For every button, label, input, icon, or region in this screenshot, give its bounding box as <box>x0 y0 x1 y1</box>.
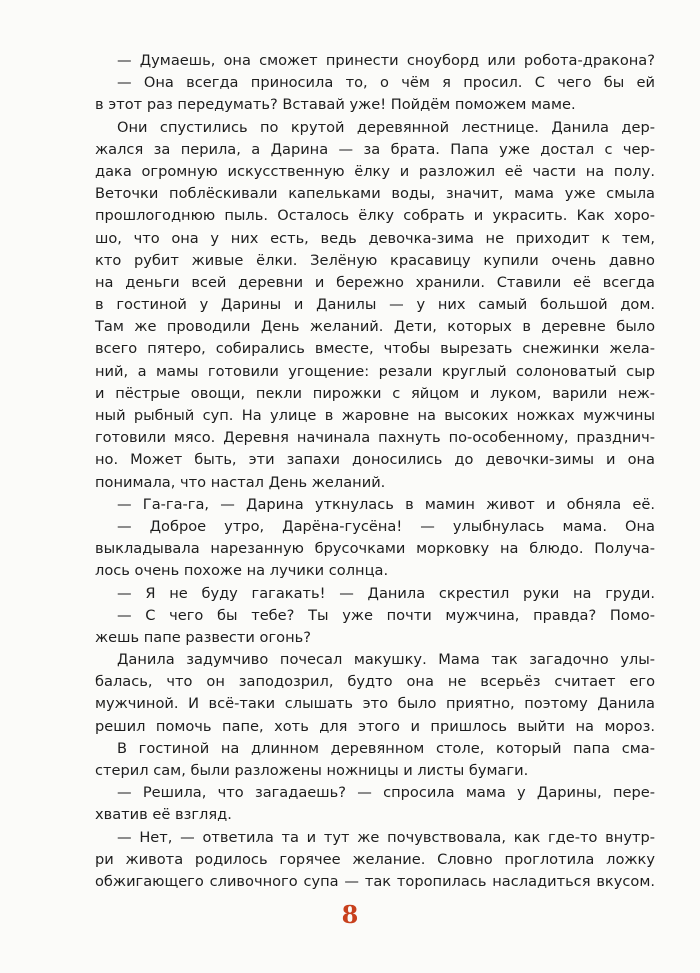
text-line: ний, а мамы готовили угощение: резали круглый солоноватый сыр <box>95 362 655 380</box>
text-line: всего пятеро, собирались вместе, чтобы вырезать снежинки жела- <box>95 340 655 358</box>
text-line: ри живота родилось горячее желание. Словно проглотила ложку <box>95 850 655 868</box>
text-line: Они спустились по крутой деревянной лестнице. Данила дер- <box>117 118 655 136</box>
text-line: — С чего бы тебе? Ты уже почти мужчина, правда? Помо- <box>117 606 655 624</box>
text-line: лось очень похоже на лучики солнца. <box>95 562 389 580</box>
text-line: в гостиной у Дарины и Данилы — у них самый большой дом. <box>95 296 655 314</box>
text-line: мужчиной. И всё-таки слышать это было приятно, поэтому Данила <box>95 695 655 713</box>
text-line: понимала, что настал День желаний. <box>95 473 386 491</box>
text-line: стерил сам, были разложены ножницы и листы бумаги. <box>95 762 529 779</box>
text-line: кто рубит живые ёлки. Зелёную красавицу купили очень давно <box>95 251 655 269</box>
text-line: хватив её взгляд. <box>95 806 232 824</box>
text-line: обжигающего сливочного супа — так торопилась насладиться вкусом. <box>95 872 655 890</box>
text-line: прошлогоднюю пыль. Осталось ёлку собрать и украсить. Как хоро- <box>95 207 655 225</box>
text-line: — Думаешь, она сможет принести сноуборд или робота-дракона? <box>117 52 655 69</box>
text-line: В гостиной на длинном деревянном столе, который папа сма- <box>117 739 655 757</box>
text-line: Там же проводили День желаний. Дети, которых в деревне было <box>95 318 655 336</box>
text-line: — Я не буду гагакать! — Данила скрестил руки на груди. <box>117 584 655 602</box>
text-line: выкладывала нарезанную брусочками морковку на блюдо. Получа- <box>95 540 655 558</box>
text-line: решил помочь папе, хоть для этого и пришлось выйти на мороз. <box>95 717 655 735</box>
text-line: Веточки поблёскивали капельками воды, значит, мама уже смыла <box>95 185 655 203</box>
text-line: — Решила, что загадаешь? — спросила мама у Дарины, пере- <box>117 784 655 802</box>
text-line: жался за перила, а Дарина — за брата. Папа уже достал с чер- <box>95 140 655 158</box>
text-line: на деньги всей деревни и бережно хранили. Ставили её всегда <box>95 273 655 291</box>
text-line: — Она всегда приносила то, о чём я просил. С чего бы ей <box>117 74 655 92</box>
text-line: дака огромную искусственную ёлку и разложил её части на полу. <box>95 162 655 180</box>
text-line: — Нет, — ответила та и тут же почувствовала, как где-то внутр- <box>117 828 655 846</box>
text-line: балась, что он заподозрил, будто она не всерьёз считает его <box>95 673 655 691</box>
text-line: жешь папе развести огонь? <box>95 628 311 646</box>
text-block <box>95 50 655 893</box>
text-line: — Доброе утро, Дарёна-гусёна! — улыбнулась мама. Она <box>117 517 655 535</box>
text-line: и пёстрые овощи, пекли пирожки с яйцом и луком, варили неж- <box>95 384 655 402</box>
text-line: шо, что она у них есть, ведь девочка-зима не приходит к тем, <box>95 229 655 247</box>
text-line: ный рыбный суп. На улице в жаровне на высоких ножках мужчины <box>95 407 655 424</box>
text-line: готовили мясо. Деревня начинала пахнуть по-особенному, празднич- <box>95 429 655 447</box>
text-line: — Га-га-га, — Дарина уткнулась в мамин живот и обняла её. <box>117 495 655 513</box>
text-line: но. Может быть, эти запахи доносились до девочки-зимы и она <box>95 451 655 469</box>
page-number: 8 <box>341 900 359 929</box>
text-line: в этот раз передумать? Вставай уже! Пойдём поможем маме. <box>95 96 576 114</box>
text-line: Данила задумчиво почесал макушку. Мама так загадочно улы- <box>117 651 655 669</box>
